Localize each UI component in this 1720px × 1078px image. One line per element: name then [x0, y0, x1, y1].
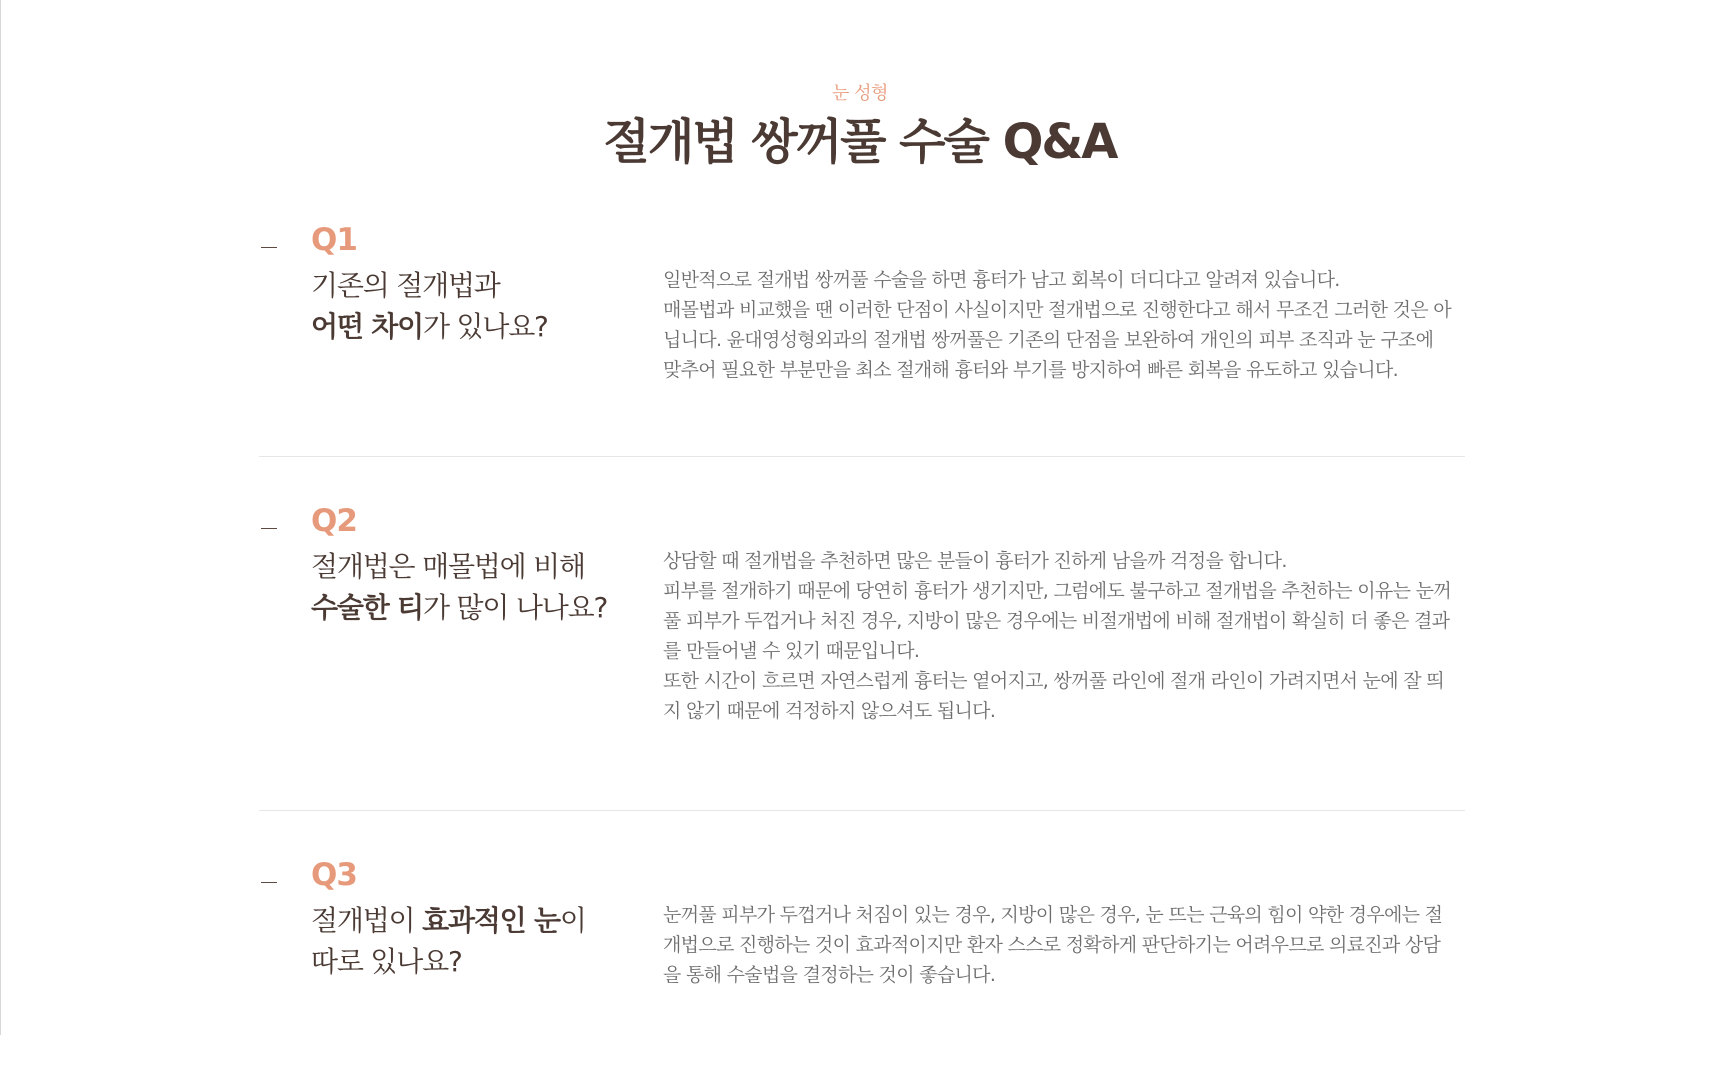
dash-marker	[261, 247, 277, 248]
question-line-2: 따로 있나요?	[311, 945, 462, 978]
question-title	[311, 265, 651, 347]
qa-list	[259, 213, 1465, 1078]
dash-marker	[261, 882, 277, 883]
answer-paragraph: 상담할 때 절개법을 추천하면 많은 분들이 흉터가 진하게 남을까 걱정을 합니다.	[663, 550, 1287, 572]
answer-paragraph: 피부를 절개하기 때문에 당연히 흉터가 생기지만, 그럼에도 불구하고 절개법을 추천하는 이유는 눈꺼풀 피부가 두껍거나 처진 경우, 지방이 많은 경우에는 비절개법에 비해 절개법이 확실히 더 좋은 결과를 만들어낼 수 있기 때문입니다.	[663, 580, 1451, 662]
question-line-1	[311, 900, 651, 941]
question-emphasis: 효과적인 눈	[422, 904, 560, 937]
question-line-1-pre: 절개법이	[311, 904, 423, 937]
question-number: Q2	[311, 503, 357, 539]
section-header	[0, 82, 1720, 170]
question-number: Q1	[311, 222, 357, 258]
question-line-2	[311, 306, 651, 347]
qa-item-q3	[259, 811, 1465, 1078]
question-number: Q3	[311, 857, 357, 893]
section-eyebrow: 눈 성형	[832, 83, 888, 104]
question-line-1-post: 이	[559, 904, 586, 937]
page-title: 절개법 쌍꺼풀 수술 Q&A	[603, 114, 1117, 170]
question-line-2	[311, 587, 651, 628]
question-line-1: 기존의 절개법과	[311, 269, 500, 302]
qa-item-q2	[259, 457, 1465, 811]
answer-paragraph: 일반적으로 절개법 쌍꺼풀 수술을 하면 흉터가 남고 회복이 더디다고 알려져 있습니다.	[663, 269, 1340, 291]
dash-marker	[261, 528, 277, 529]
answer-text	[663, 265, 1453, 385]
question-line-1: 절개법은 매몰법에 비해	[311, 550, 585, 583]
question-line-2-rest: 가 많이 나나요?	[422, 591, 608, 624]
qa-item-q1	[259, 213, 1465, 457]
question-title	[311, 900, 651, 982]
answer-paragraph: 눈꺼풀 피부가 두껍거나 처짐이 있는 경우, 지방이 많은 경우, 눈 뜨는 근육의 힘이 약한 경우에는 절개법으로 진행하는 것이 효과적이지만 환자 스스로 정확하게 판단하기는 어려우므로 의료진과 상담을 통해 수술법을 결정하는 것이 좋습니다.	[663, 904, 1443, 986]
answer-text	[663, 546, 1453, 726]
question-line-2-rest: 가 있나요?	[422, 310, 548, 343]
question-title	[311, 546, 651, 628]
answer-paragraph: 매몰법과 비교했을 땐 이러한 단점이 사실이지만 절개법으로 진행한다고 해서 무조건 그러한 것은 아닙니다. 윤대영성형외과의 절개법 쌍꺼풀은 기존의 단점을 보완하여 개인의 피부 조직과 눈 구조에 맞추어 필요한 부분만을 최소 절개해 흉터와 부기를 방지하여 빠른 회복을 유도하고 있습니다.	[663, 299, 1451, 381]
answer-text	[663, 900, 1453, 990]
question-emphasis: 수술한 티	[311, 591, 423, 624]
question-emphasis: 어떤 차이	[311, 310, 423, 343]
answer-paragraph: 또한 시간이 흐르면 자연스럽게 흉터는 옅어지고, 쌍꺼풀 라인에 절개 라인이 가려지면서 눈에 잘 띄지 않기 때문에 걱정하지 않으셔도 됩니다.	[663, 670, 1444, 722]
